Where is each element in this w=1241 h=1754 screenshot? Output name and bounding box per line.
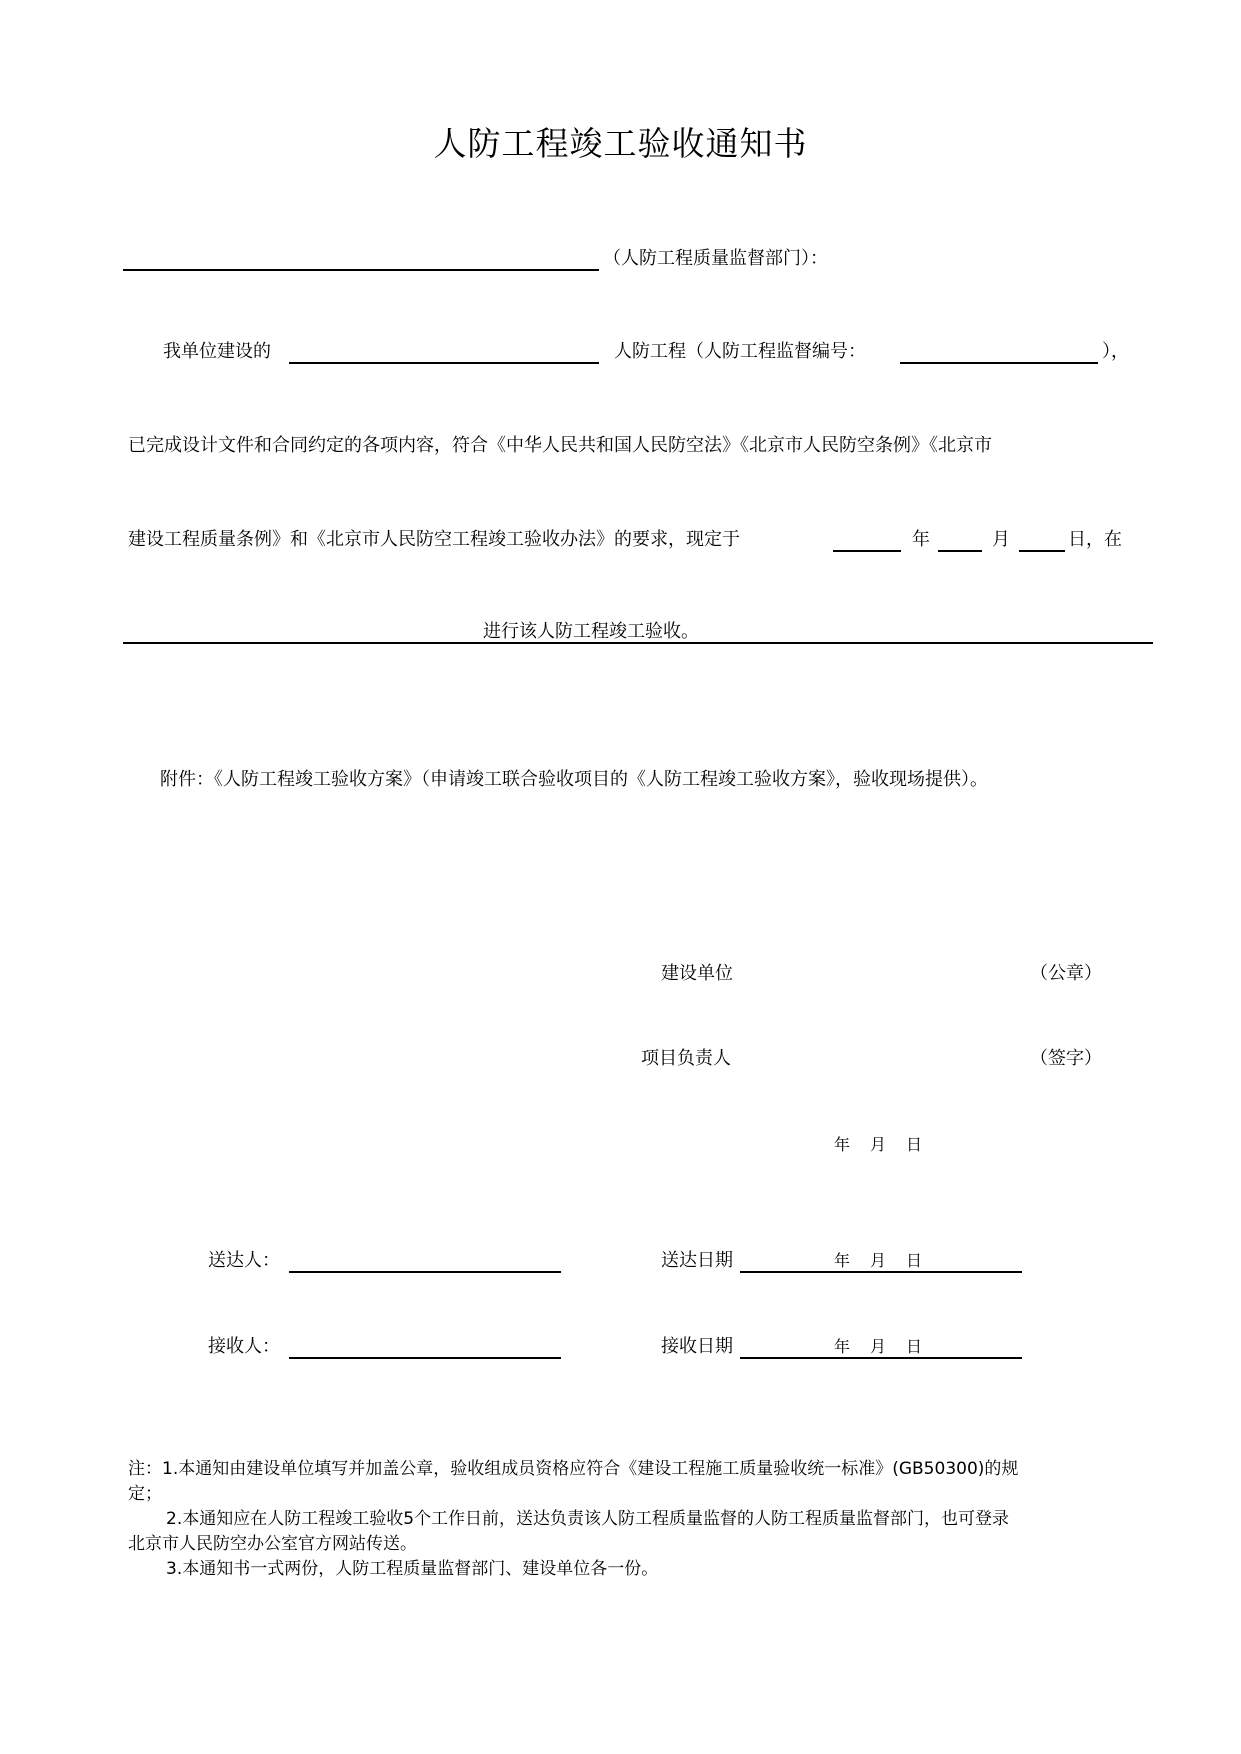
signature-date-year: 年 — [834, 1135, 851, 1154]
para3-day: 日，在 — [1068, 529, 1122, 550]
receive-date-fields — [834, 1336, 922, 1358]
supervision-number-blank — [900, 362, 1098, 364]
year-blank — [833, 550, 901, 552]
signature-date-month: 月 — [870, 1135, 887, 1154]
receiver-blank — [289, 1357, 561, 1359]
official-seal-label: （公章） — [1030, 963, 1102, 984]
send-date-label: 送达日期 — [661, 1250, 733, 1271]
project-name-blank — [289, 362, 599, 364]
month-blank — [938, 550, 982, 552]
note-line-1-cont: 定； — [128, 1484, 162, 1504]
project-leader-label: 项目负责人 — [641, 1048, 731, 1069]
receive-date-month: 月 — [870, 1337, 887, 1356]
construction-unit-label: 建设单位 — [661, 963, 733, 984]
note-line-2: 2.本通知应在人防工程竣工验收5个工作日前，送达负责该人防工程质量监督的人防工程质量监督部门，也可登录 — [166, 1509, 1010, 1529]
receive-date-label: 接收日期 — [661, 1336, 733, 1357]
note-line-3: 3.本通知书一式两份，人防工程质量监督部门、建设单位各一份。 — [166, 1559, 659, 1579]
signature-date-day: 日 — [906, 1135, 923, 1154]
signature-date — [834, 1134, 922, 1156]
attachment-text: 附件：《人防工程竣工验收方案》（申请竣工联合验收项目的《人防工程竣工验收方案》，验收现场提供）。 — [160, 769, 988, 790]
para3-text: 建设工程质量条例》和《北京市人民防空工程竣工验收办法》的要求，现定于 — [128, 529, 740, 550]
para3-month: 月 — [992, 529, 1010, 550]
send-date-month: 月 — [870, 1251, 887, 1270]
para2-text: 已完成设计文件和合同约定的各项内容，符合《中华人民共和国人民防空法》《北京市人民防空条例》《北京市 — [128, 435, 992, 456]
para4-text: 进行该人防工程竣工验收。 — [483, 621, 699, 642]
note-line-1: 注：1.本通知由建设单位填写并加盖公章，验收组成员资格应符合《建设工程施工质量验收统一标准》(GB50300)的规 — [128, 1459, 1019, 1479]
para1-lead: 我单位建设的 — [163, 341, 271, 362]
receive-date-day: 日 — [906, 1337, 923, 1356]
send-date-year: 年 — [834, 1251, 851, 1270]
receive-date-year: 年 — [834, 1337, 851, 1356]
addressee-suffix: （人防工程质量监督部门）： — [603, 248, 828, 269]
para3-year: 年 — [912, 529, 930, 550]
send-date-day: 日 — [906, 1251, 923, 1270]
signature-label: （签字） — [1030, 1048, 1102, 1069]
sender-blank — [289, 1271, 561, 1273]
document-title: 人防工程竣工验收通知书 — [433, 124, 808, 163]
send-date-fields — [834, 1250, 922, 1272]
day-blank — [1019, 550, 1065, 552]
para1-mid: 人防工程（人防工程监督编号： — [614, 341, 866, 362]
receiver-label: 接收人： — [208, 1336, 280, 1357]
sender-label: 送达人： — [208, 1250, 280, 1271]
para1-tail: ）， — [1102, 341, 1129, 362]
addressee-blank — [123, 269, 599, 271]
note-line-2-cont: 北京市人民防空办公室官方网站传送。 — [128, 1534, 417, 1554]
